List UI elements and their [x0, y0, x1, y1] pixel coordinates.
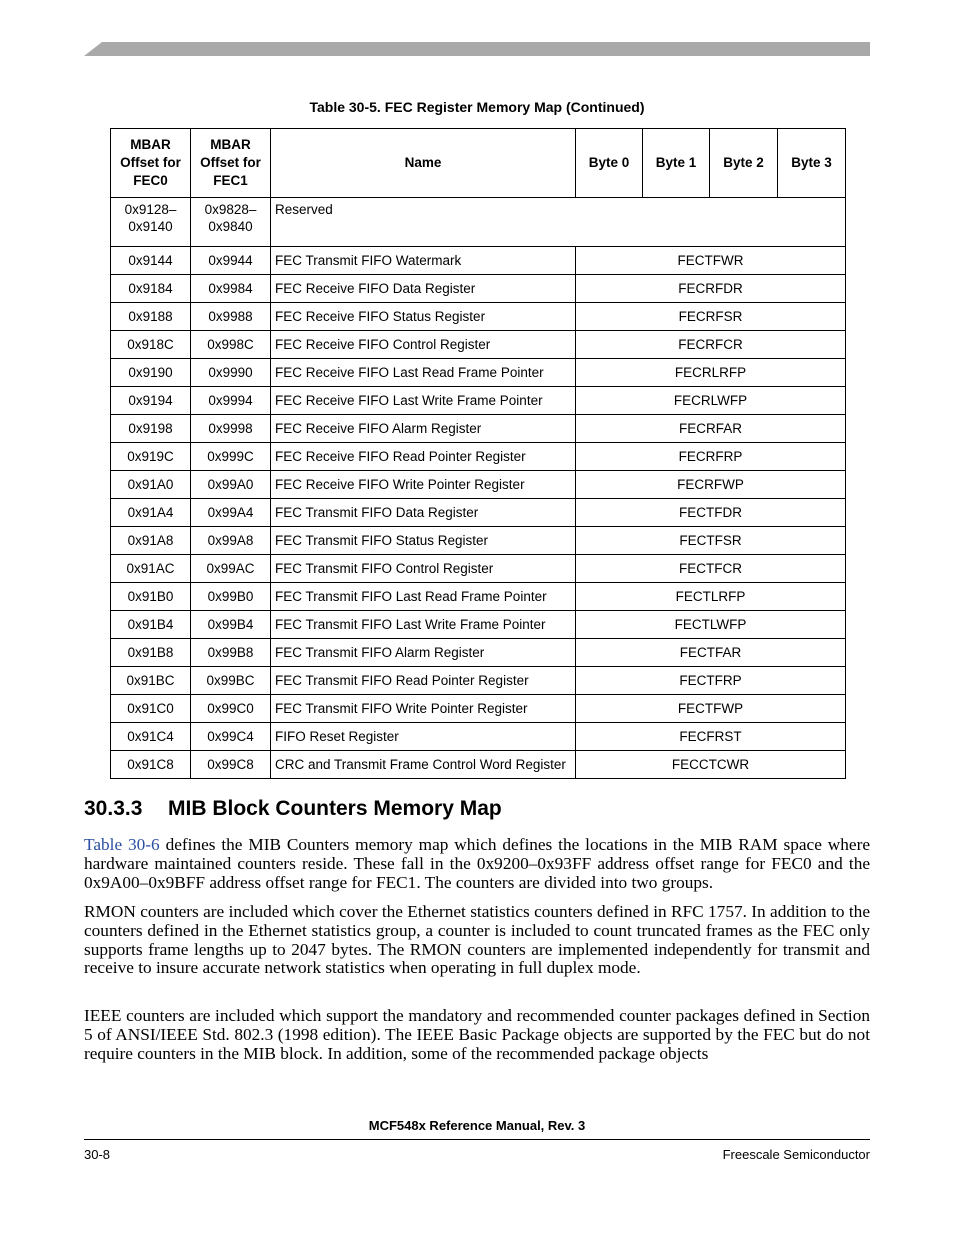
table-row: [111, 751, 846, 779]
cell-fec1-offset: 0x9984: [191, 275, 271, 303]
cell-fec1-offset: 0x99A0: [191, 471, 271, 499]
cell-fec0-offset: 0x919C: [111, 443, 191, 471]
table-row: [111, 611, 846, 639]
cell-name: FEC Receive FIFO Last Write Frame Pointer: [271, 387, 576, 415]
cell-fec1-offset: 0x9994: [191, 387, 271, 415]
table-row-reserved: [111, 198, 846, 247]
cell-name: FEC Receive FIFO Alarm Register: [271, 415, 576, 443]
header-byte0: Byte 0: [576, 129, 643, 198]
cell-name: FEC Transmit FIFO Last Write Frame Pointer: [271, 611, 576, 639]
cell-fec0-offset: 0x91C0: [111, 695, 191, 723]
cell-register-mnemonic: FECRFWP: [576, 471, 846, 499]
cell-fec0-offset: 0x9184: [111, 275, 191, 303]
cell-fec1-offset: 0x998C: [191, 331, 271, 359]
cell-fec1-offset: 0x9990: [191, 359, 271, 387]
cell-register-mnemonic: FECRFSR: [576, 303, 846, 331]
cell-fec0-offset: 0x9128– 0x9140: [111, 198, 191, 247]
cell-fec0-offset: 0x9194: [111, 387, 191, 415]
cell-name: FEC Transmit FIFO Alarm Register: [271, 639, 576, 667]
cell-fec1-offset: 0x99C4: [191, 723, 271, 751]
cell-fec1-offset: 0x99C8: [191, 751, 271, 779]
section-number: 30.3.3: [84, 797, 143, 820]
cell-register-mnemonic: FECCTCWR: [576, 751, 846, 779]
cell-register-mnemonic: FECTFAR: [576, 639, 846, 667]
cell-register-mnemonic: FECTFDR: [576, 499, 846, 527]
cell-fec0-offset: 0x91B8: [111, 639, 191, 667]
table-30-6-link[interactable]: Table 30-6: [84, 835, 160, 854]
cell-register-mnemonic: FECRFDR: [576, 275, 846, 303]
register-memory-map-table: [110, 128, 846, 779]
cell-fec0-offset: 0x9188: [111, 303, 191, 331]
cell-name: CRC and Transmit Frame Control Word Register: [271, 751, 576, 779]
cell-fec1-offset: 0x99B0: [191, 583, 271, 611]
paragraph-1: Table 30-6 defines the MIB Counters memory map which defines the locations in the MIB RAM space where hardware maintained counters reside. These fall in the 0x9200–0x93FF address offset range for FEC0 and the 0x9A00–0x9BFF address offset range for FEC1. The counters are divided into two groups.: [84, 835, 870, 892]
cell-fec1-offset: 0x9988: [191, 303, 271, 331]
table-row: [111, 443, 846, 471]
table-row: [111, 247, 846, 275]
header-fec1-offset: MBAR Offset for FEC1: [191, 129, 271, 198]
header-fec0-offset: MBAR Offset for FEC0: [111, 129, 191, 198]
footer-divider: [84, 1139, 870, 1140]
cell-register-mnemonic: FECTLRFP: [576, 583, 846, 611]
cell-name: FEC Transmit FIFO Watermark: [271, 247, 576, 275]
cell-fec0-offset: 0x91A4: [111, 499, 191, 527]
cell-register-mnemonic: FECRFCR: [576, 331, 846, 359]
cell-name: FEC Transmit FIFO Last Read Frame Pointer: [271, 583, 576, 611]
table-row: [111, 415, 846, 443]
header-byte2: Byte 2: [710, 129, 778, 198]
cell-fec1-offset: 0x99A8: [191, 527, 271, 555]
footer-page-number: 30-8: [84, 1147, 111, 1162]
cell-fec1-offset: 0x9944: [191, 247, 271, 275]
paragraph-3: IEEE counters are included which support the mandatory and recommended counter packages defined in Section 5 of ANSI/IEEE Std. 802.3 (1998 edition). The IEEE Basic Package objects are supported by the FEC but do not require counters in the MIB block. In addition, some of the recommended package objects: [84, 1006, 870, 1063]
table-caption: Table 30-5. FEC Register Memory Map (Continued): [309, 99, 645, 115]
cell-fec1-offset: 0x99B4: [191, 611, 271, 639]
cell-fec0-offset: 0x9190: [111, 359, 191, 387]
cell-register-mnemonic: FECRFAR: [576, 415, 846, 443]
table-row: [111, 639, 846, 667]
cell-register-mnemonic: FECRLRFP: [576, 359, 846, 387]
table-row: [111, 555, 846, 583]
table-row: [111, 667, 846, 695]
cell-fec1-offset: 0x99B8: [191, 639, 271, 667]
cell-fec1-offset: 0x9828– 0x9840: [191, 198, 271, 247]
table-row: [111, 499, 846, 527]
cell-name: FIFO Reset Register: [271, 723, 576, 751]
table-row: [111, 583, 846, 611]
cell-register-mnemonic: FECTFWP: [576, 695, 846, 723]
cell-fec0-offset: 0x91A0: [111, 471, 191, 499]
cell-register-mnemonic: FECTFSR: [576, 527, 846, 555]
table-row: [111, 471, 846, 499]
cell-fec1-offset: 0x99BC: [191, 667, 271, 695]
cell-register-mnemonic: FECTFWR: [576, 247, 846, 275]
cell-fec0-offset: 0x91BC: [111, 667, 191, 695]
section-title: MIB Block Counters Memory Map: [168, 797, 502, 820]
header-name: Name: [271, 129, 576, 198]
table-row: [111, 303, 846, 331]
table-row: [111, 331, 846, 359]
cell-register-mnemonic: FECTFRP: [576, 667, 846, 695]
cell-name: FEC Receive FIFO Last Read Frame Pointer: [271, 359, 576, 387]
section-heading: [84, 797, 502, 821]
table-row: [111, 695, 846, 723]
cell-fec0-offset: 0x9144: [111, 247, 191, 275]
footer-company: Freescale Semiconductor: [722, 1147, 870, 1162]
cell-fec1-offset: 0x999C: [191, 443, 271, 471]
cell-fec1-offset: 0x99A4: [191, 499, 271, 527]
cell-fec0-offset: 0x9198: [111, 415, 191, 443]
cell-name: Reserved: [271, 198, 846, 247]
table-row: [111, 387, 846, 415]
table-row: [111, 359, 846, 387]
cell-register-mnemonic: FECTLWFP: [576, 611, 846, 639]
cell-fec1-offset: 0x99C0: [191, 695, 271, 723]
cell-fec0-offset: 0x91AC: [111, 555, 191, 583]
cell-name: FEC Receive FIFO Data Register: [271, 275, 576, 303]
cell-name: FEC Transmit FIFO Status Register: [271, 527, 576, 555]
cell-fec0-offset: 0x91B0: [111, 583, 191, 611]
table-row: [111, 275, 846, 303]
footer-manual-title: MCF548x Reference Manual, Rev. 3: [368, 1118, 586, 1133]
cell-register-mnemonic: FECFRST: [576, 723, 846, 751]
cell-name: FEC Transmit FIFO Write Pointer Register: [271, 695, 576, 723]
cell-fec1-offset: 0x9998: [191, 415, 271, 443]
cell-fec0-offset: 0x91A8: [111, 527, 191, 555]
cell-name: FEC Transmit FIFO Control Register: [271, 555, 576, 583]
cell-fec0-offset: 0x91C8: [111, 751, 191, 779]
cell-name: FEC Receive FIFO Write Pointer Register: [271, 471, 576, 499]
cell-name: FEC Receive FIFO Control Register: [271, 331, 576, 359]
header-bar: [84, 42, 870, 56]
table-row: [111, 527, 846, 555]
table-header-row: [111, 129, 846, 198]
cell-fec1-offset: 0x99AC: [191, 555, 271, 583]
header-byte1: Byte 1: [643, 129, 710, 198]
cell-name: FEC Receive FIFO Read Pointer Register: [271, 443, 576, 471]
cell-name: FEC Receive FIFO Status Register: [271, 303, 576, 331]
cell-name: FEC Transmit FIFO Read Pointer Register: [271, 667, 576, 695]
cell-register-mnemonic: FECRFRP: [576, 443, 846, 471]
paragraph-2: RMON counters are included which cover the Ethernet statistics counters defined in RFC 1757. In addition to the counters defined in the Ethernet statistics group, a counter is included to count truncated frames as the FEC only supports frame lengths up to 2047 bytes. The RMON counters are implemented independently for transmit and receive to insure accurate network statistics when operating in full duplex mode.: [84, 902, 870, 978]
cell-fec0-offset: 0x91B4: [111, 611, 191, 639]
cell-name: FEC Transmit FIFO Data Register: [271, 499, 576, 527]
cell-fec0-offset: 0x91C4: [111, 723, 191, 751]
table-row: [111, 723, 846, 751]
cell-register-mnemonic: FECTFCR: [576, 555, 846, 583]
cell-register-mnemonic: FECRLWFP: [576, 387, 846, 415]
header-byte3: Byte 3: [778, 129, 846, 198]
cell-fec0-offset: 0x918C: [111, 331, 191, 359]
